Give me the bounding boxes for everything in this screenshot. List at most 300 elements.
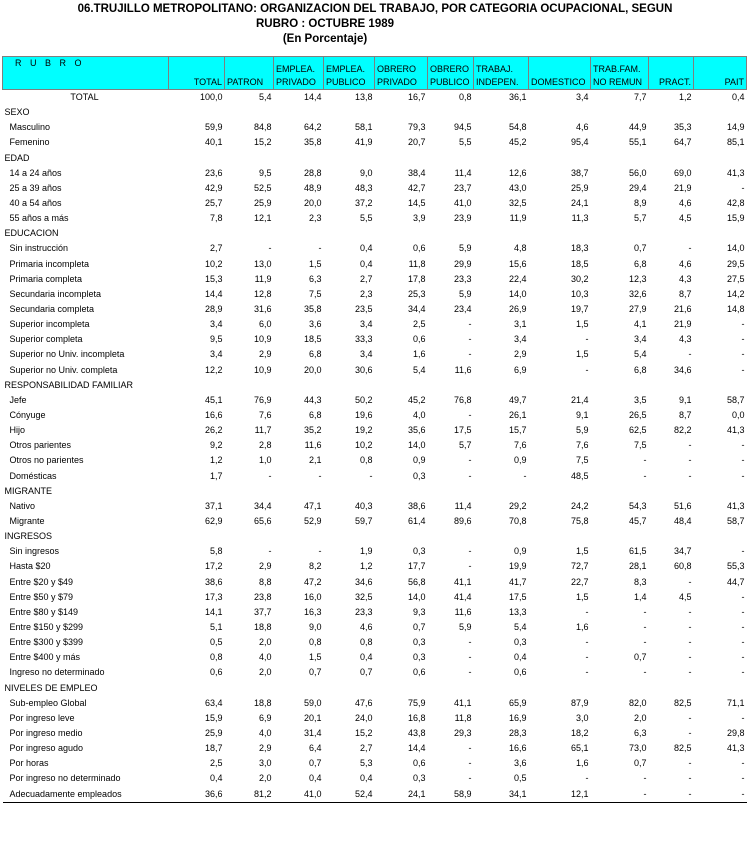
cell-value: 6,8 bbox=[308, 410, 322, 421]
cell-value: 55,1 bbox=[628, 137, 647, 148]
cell-value: 72,7 bbox=[570, 561, 589, 572]
cell-value: 14,4 bbox=[407, 743, 426, 754]
cell-value: 6,8 bbox=[308, 349, 322, 360]
cell-value: 10,2 bbox=[204, 258, 223, 269]
header-rubro: R U B R O bbox=[3, 57, 169, 90]
cell-value: 0,7 bbox=[412, 621, 426, 632]
cell-value: - bbox=[741, 758, 745, 769]
cell-value: 2,1 bbox=[308, 455, 322, 466]
cell-value: 55,3 bbox=[726, 561, 745, 572]
table-row bbox=[3, 211, 747, 226]
cell-value: 23,4 bbox=[453, 304, 472, 315]
section-label: INGRESOS bbox=[4, 531, 53, 542]
cell-value: 35,3 bbox=[673, 122, 692, 133]
table-row bbox=[3, 408, 747, 423]
header-emplea-privado bbox=[274, 57, 324, 90]
cell-value: 0,6 bbox=[513, 667, 527, 678]
cell-value: 38,7 bbox=[570, 167, 589, 178]
cell-value: - bbox=[741, 652, 745, 663]
cell-value: 14,0 bbox=[726, 243, 745, 254]
row-label: Entre $300 y $399 bbox=[9, 637, 84, 648]
cell-value: - bbox=[741, 591, 745, 602]
cell-value: 5,5 bbox=[359, 213, 373, 224]
cell-value: 23,9 bbox=[453, 213, 472, 224]
cell-value: 35,8 bbox=[303, 304, 322, 315]
table-row bbox=[3, 559, 747, 574]
cell-value: 0,8 bbox=[308, 637, 322, 648]
cell-value: 14,0 bbox=[407, 591, 426, 602]
table-row bbox=[3, 605, 747, 620]
cell-value: 34,4 bbox=[253, 500, 272, 511]
header-patron bbox=[225, 57, 274, 90]
cell-value: 23,5 bbox=[354, 304, 373, 315]
cell-value: 1,5 bbox=[575, 546, 589, 557]
section-row bbox=[3, 105, 747, 120]
cell-value: 64,2 bbox=[303, 122, 322, 133]
cell-value: 62,9 bbox=[204, 516, 223, 526]
cell-value: - bbox=[268, 243, 272, 254]
cell-value: 75,8 bbox=[570, 516, 589, 526]
cell-value: 15,9 bbox=[204, 712, 223, 723]
header-trabaj-indepen bbox=[474, 57, 529, 90]
cell-value: 2,3 bbox=[308, 213, 322, 224]
row-label: 55 años a más bbox=[9, 213, 69, 224]
cell-value: - bbox=[741, 712, 745, 723]
cell-value: 20,0 bbox=[303, 198, 322, 209]
cell-value: 5,9 bbox=[458, 243, 472, 254]
header-domestico bbox=[529, 57, 591, 90]
cell-value: 10,2 bbox=[354, 440, 373, 451]
cell-value: 2,0 bbox=[258, 637, 272, 648]
cell-value: 9,1 bbox=[575, 410, 589, 421]
table-row bbox=[3, 696, 747, 711]
cell-value: 4,6 bbox=[678, 198, 692, 209]
cell-value: 0,4 bbox=[513, 652, 527, 663]
table-row bbox=[3, 726, 747, 741]
cell-value: - bbox=[688, 637, 692, 648]
cell-value: - bbox=[649, 786, 694, 802]
row-label: Superior completa bbox=[9, 334, 83, 345]
cell-value: 75,9 bbox=[407, 697, 426, 708]
cell-value: 4,5 bbox=[678, 591, 692, 602]
cell-value: 37,2 bbox=[354, 198, 373, 209]
cell-value: 59,0 bbox=[303, 697, 322, 708]
cell-value: 16,8 bbox=[407, 712, 426, 723]
cell-value: 52,5 bbox=[253, 182, 272, 193]
cell-value: 2,7 bbox=[209, 243, 223, 254]
cell-value: 63,4 bbox=[204, 697, 223, 708]
total-row bbox=[3, 90, 747, 106]
cell-value: 54,3 bbox=[628, 500, 647, 511]
header-label: DOMESTICO bbox=[531, 77, 586, 87]
cell-value: 10,9 bbox=[253, 334, 272, 345]
table-row bbox=[3, 575, 747, 590]
cell-value: 17,7 bbox=[407, 561, 426, 572]
cell-value: - bbox=[585, 637, 589, 648]
row-label: Masculino bbox=[9, 122, 51, 133]
table-row bbox=[3, 317, 747, 332]
cell-value: - bbox=[468, 349, 472, 360]
cell-value: 28,8 bbox=[303, 167, 322, 178]
cell-value: - bbox=[585, 364, 589, 375]
cell-value: 18,8 bbox=[253, 697, 272, 708]
section-row bbox=[3, 151, 747, 166]
table-row bbox=[3, 181, 747, 196]
table-row bbox=[3, 453, 747, 468]
cell-value: - bbox=[468, 455, 472, 466]
header-label: PATRON bbox=[227, 77, 264, 87]
cell-value: 6,3 bbox=[633, 727, 647, 738]
cell-value: - bbox=[643, 773, 647, 784]
cell-value: 26,5 bbox=[628, 410, 647, 421]
cell-value: 6,3 bbox=[308, 273, 322, 284]
cell-value: 27,9 bbox=[628, 304, 647, 315]
cell-value: - bbox=[318, 470, 322, 481]
row-label: 40 a 54 años bbox=[9, 198, 62, 209]
header-label: PUBLICO bbox=[430, 77, 470, 87]
cell-value: 2,5 bbox=[412, 319, 426, 330]
row-label: Domésticas bbox=[9, 470, 57, 481]
cell-value: 15,7 bbox=[508, 425, 527, 436]
cell-value: 2,8 bbox=[258, 440, 272, 451]
cell-value: 48,9 bbox=[303, 182, 322, 193]
cell-value: 37,7 bbox=[253, 606, 272, 617]
row-label: Otros no parientes bbox=[9, 455, 84, 466]
cell-value: 14,5 bbox=[407, 198, 426, 209]
cell-value: 0,7 bbox=[308, 667, 322, 678]
cell-value: 17,2 bbox=[204, 561, 223, 572]
cell-value: 47,2 bbox=[303, 576, 322, 587]
cell-value: 45,2 bbox=[407, 394, 426, 405]
cell-value: 2,7 bbox=[359, 273, 373, 284]
cell-value: - bbox=[643, 470, 647, 481]
cell-value: - bbox=[468, 470, 472, 481]
cell-value: 20,7 bbox=[407, 137, 426, 148]
cell-value: - bbox=[688, 440, 692, 451]
cell-value: 5,3 bbox=[359, 758, 373, 769]
cell-value: 47,1 bbox=[303, 500, 322, 511]
header-label: PRACT. bbox=[658, 77, 691, 87]
header-label: TOTAL bbox=[193, 77, 222, 87]
cell-value: 1,2 bbox=[209, 455, 223, 466]
cell-value: 4,3 bbox=[678, 334, 692, 345]
cell-value: 1,9 bbox=[359, 546, 373, 557]
table-row bbox=[3, 711, 747, 726]
cell-value: 18,5 bbox=[570, 258, 589, 269]
cell-value: 2,9 bbox=[258, 561, 272, 572]
cell-value: 15,2 bbox=[253, 137, 272, 148]
table-row bbox=[3, 438, 747, 453]
cell-value: 6,0 bbox=[258, 319, 272, 330]
header-pract bbox=[649, 57, 694, 90]
row-label: Por ingreso medio bbox=[9, 727, 83, 738]
cell-value: 40,3 bbox=[354, 500, 373, 511]
cell-value: - bbox=[523, 470, 527, 481]
cell-value: 23,8 bbox=[253, 591, 272, 602]
cell-value: - bbox=[591, 786, 649, 802]
cell-value: 38,4 bbox=[407, 167, 426, 178]
table-row bbox=[3, 650, 747, 665]
cell-value: - bbox=[741, 455, 745, 466]
cell-value: 16,3 bbox=[303, 606, 322, 617]
cell-value: 25,9 bbox=[570, 182, 589, 193]
row-label: Superior no Univ. completa bbox=[9, 364, 118, 375]
cell-value: 27,5 bbox=[726, 273, 745, 284]
row-label: Hasta $20 bbox=[9, 561, 51, 572]
section-label: EDAD bbox=[4, 152, 30, 163]
cell-value: - bbox=[688, 621, 692, 632]
cell-value: 29,5 bbox=[726, 258, 745, 269]
cell-value: - bbox=[688, 667, 692, 678]
cell-value: 1,6 bbox=[575, 758, 589, 769]
cell-value: 2,3 bbox=[359, 288, 373, 299]
cell-value: 11,7 bbox=[254, 425, 272, 436]
cell-value: 12,2 bbox=[204, 364, 223, 375]
cell-value: 42,7 bbox=[407, 182, 426, 193]
cell-value: 1,5 bbox=[575, 591, 589, 602]
cell-value: 0,5 bbox=[209, 637, 223, 648]
cell-value: 6,9 bbox=[513, 364, 527, 375]
row-label: Superior no Univ. incompleta bbox=[9, 349, 125, 360]
header-label: INDEPEN. bbox=[476, 77, 519, 87]
header-label: PRIVADO bbox=[276, 77, 316, 87]
cell-value: 71,1 bbox=[726, 697, 745, 708]
cell-value: 38,6 bbox=[407, 500, 426, 511]
cell-value: 18,5 bbox=[303, 334, 322, 345]
row-label: Por ingreso leve bbox=[9, 712, 75, 723]
row-label: Por horas bbox=[9, 758, 49, 769]
row-label: Jefe bbox=[9, 394, 27, 405]
cell-value: 13,0 bbox=[253, 258, 272, 269]
header-pait bbox=[694, 57, 747, 90]
table-row bbox=[3, 514, 747, 529]
cell-value: 11,6 bbox=[454, 606, 472, 617]
cell-value: 2,7 bbox=[359, 743, 373, 754]
cell-value: 25,9 bbox=[204, 727, 223, 738]
cell-value: 70,8 bbox=[508, 516, 527, 526]
row-label: Primaria completa bbox=[9, 273, 83, 284]
cell-value: - bbox=[741, 349, 745, 360]
cell-value: 41,9 bbox=[354, 137, 373, 148]
cell-value: 45,7 bbox=[628, 516, 647, 526]
report-title: 06.TRUJILLO METROPOLITANO: ORGANIZACION DEL TRABAJO, POR CATEGORIA OCUPACIONAL, SEGUN bbox=[77, 3, 673, 15]
row-label: Hijo bbox=[9, 425, 26, 436]
cell-value: 21,9 bbox=[673, 319, 692, 330]
cell-value: 17,5 bbox=[453, 425, 472, 436]
cell-value: 82,5 bbox=[673, 743, 692, 754]
cell-value: 5,4 bbox=[412, 364, 426, 375]
cell-value: 0,6 bbox=[209, 667, 223, 678]
cell-value: 40,1 bbox=[204, 137, 223, 148]
cell-value: 16,6 bbox=[508, 743, 527, 754]
cell-value: 58,7 bbox=[726, 394, 745, 405]
cell-value: 22,4 bbox=[508, 273, 527, 284]
cell-value: 15,6 bbox=[508, 258, 527, 269]
table-header bbox=[3, 57, 747, 90]
cell-value: 14,1 bbox=[204, 606, 223, 617]
cell-value: 19,7 bbox=[570, 304, 589, 315]
cell-value: 20,0 bbox=[303, 364, 322, 375]
cell-value: 5,4 bbox=[513, 621, 527, 632]
cell-value: 1,5 bbox=[308, 258, 322, 269]
cell-value: 61,5 bbox=[628, 546, 647, 557]
cell-value: 16,0 bbox=[303, 591, 322, 602]
row-label: Sin instrucción bbox=[9, 243, 69, 254]
cell-value: 30,6 bbox=[354, 364, 373, 375]
cell-value: 0,8 bbox=[209, 652, 223, 663]
cell-value: 19,2 bbox=[354, 425, 373, 436]
cell-value: 7,7 bbox=[633, 92, 647, 103]
cell-value: 59,9 bbox=[204, 122, 223, 133]
cell-value: 14,8 bbox=[726, 304, 745, 315]
cell-value: - bbox=[688, 576, 692, 587]
cell-value: 23,6 bbox=[204, 167, 223, 178]
cell-value: - bbox=[468, 319, 472, 330]
cell-value: 14,0 bbox=[508, 288, 527, 299]
cell-value: 1,6 bbox=[412, 349, 426, 360]
cell-value: 36,1 bbox=[508, 92, 527, 103]
cell-value: - bbox=[688, 758, 692, 769]
cell-value: 60,8 bbox=[673, 561, 692, 572]
cell-value: - bbox=[741, 667, 745, 678]
cell-value: - bbox=[741, 546, 745, 557]
section-label: RESPONSABILIDAD FAMILIAR bbox=[4, 379, 134, 390]
cell-value: - bbox=[468, 743, 472, 754]
cell-value: 11,9 bbox=[509, 213, 527, 224]
cell-value: 48,4 bbox=[673, 516, 692, 526]
cell-value: 0,4 bbox=[308, 773, 322, 784]
cell-value: 7,8 bbox=[209, 213, 223, 224]
cell-value: 0,7 bbox=[633, 652, 647, 663]
cell-value: 38,6 bbox=[204, 576, 223, 587]
cell-value: 0,7 bbox=[359, 667, 373, 678]
header-label: PUBLICO bbox=[326, 77, 366, 87]
table-row bbox=[3, 590, 747, 605]
cell-value: 44,3 bbox=[303, 394, 322, 405]
table-row bbox=[3, 423, 747, 438]
cell-value: 16,7 bbox=[407, 92, 426, 103]
cell-value: 25,7 bbox=[204, 198, 223, 209]
cell-value: 34,7 bbox=[673, 546, 692, 557]
cell-value: 18,2 bbox=[570, 727, 589, 738]
cell-value: 82,5 bbox=[673, 697, 692, 708]
header-trab-fam bbox=[591, 57, 649, 90]
cell-value: 2,0 bbox=[258, 667, 272, 678]
cell-value: 11,6 bbox=[304, 440, 322, 451]
cell-value: 48,3 bbox=[354, 182, 373, 193]
cell-value: 14,9 bbox=[726, 122, 745, 133]
cell-value: 0,3 bbox=[412, 637, 426, 648]
row-label: Primaria incompleta bbox=[9, 258, 90, 269]
cell-value: 0,4 bbox=[731, 92, 745, 103]
cell-value: 3,6 bbox=[308, 319, 322, 330]
cell-value: 0,6 bbox=[412, 667, 426, 678]
header-label: NO REMUN bbox=[593, 77, 642, 87]
cell-value: 89,6 bbox=[453, 516, 472, 526]
cell-value: 11,6 bbox=[454, 364, 472, 375]
cell-value: 32,6 bbox=[628, 288, 647, 299]
cell-value: 0,4 bbox=[359, 243, 373, 254]
cell-value: - bbox=[741, 606, 745, 617]
cell-value: 24,0 bbox=[354, 712, 373, 723]
cell-value: 85,1 bbox=[726, 137, 745, 148]
table-row bbox=[3, 287, 747, 302]
cell-value: 31,4 bbox=[303, 727, 322, 738]
row-label: Por ingreso agudo bbox=[9, 743, 84, 754]
section-row bbox=[3, 226, 747, 241]
cell-value: 2,9 bbox=[258, 349, 272, 360]
cell-value: 12,3 bbox=[628, 273, 647, 284]
cell-value: 24,1 bbox=[375, 786, 428, 802]
cell-value: 14,4 bbox=[204, 288, 223, 299]
cell-value: - bbox=[688, 470, 692, 481]
header-total bbox=[169, 57, 225, 90]
cell-value: 0,9 bbox=[513, 455, 527, 466]
cell-value: 0,6 bbox=[412, 758, 426, 769]
cell-value: 1,6 bbox=[575, 621, 589, 632]
cell-value: 4,5 bbox=[678, 213, 692, 224]
cell-value: 47,6 bbox=[354, 697, 373, 708]
cell-value: 65,9 bbox=[508, 697, 527, 708]
cell-value: 35,6 bbox=[407, 425, 426, 436]
cell-value: - bbox=[688, 243, 692, 254]
table-row bbox=[3, 756, 747, 771]
cell-value: - bbox=[741, 773, 745, 784]
cell-value: 2,0 bbox=[633, 712, 647, 723]
cell-value: 41,3 bbox=[726, 167, 745, 178]
cell-value: 17,3 bbox=[204, 591, 223, 602]
cell-value: - bbox=[468, 334, 472, 345]
table-row bbox=[3, 302, 747, 317]
cell-value: 8,8 bbox=[258, 576, 272, 587]
cell-value: - bbox=[318, 243, 322, 254]
cell-value: 0,0 bbox=[731, 410, 745, 421]
cell-value: 29,8 bbox=[726, 727, 745, 738]
cell-value: - bbox=[268, 546, 272, 557]
cell-value: 41,0 bbox=[274, 786, 324, 802]
cell-value: 12,1 bbox=[529, 786, 591, 802]
cell-value: 4,3 bbox=[678, 273, 692, 284]
cell-value: - bbox=[688, 455, 692, 466]
cell-value: 54,8 bbox=[508, 122, 527, 133]
table-row bbox=[3, 196, 747, 211]
cell-value: 94,5 bbox=[453, 122, 472, 133]
cell-value: - bbox=[468, 667, 472, 678]
row-label: Femenino bbox=[9, 137, 50, 148]
cell-value: 29,2 bbox=[508, 500, 527, 511]
header-label: TRABAJ. bbox=[476, 64, 514, 74]
cell-value: 17,5 bbox=[508, 591, 527, 602]
cell-value: 0,4 bbox=[359, 652, 373, 663]
cell-value: 64,7 bbox=[673, 137, 692, 148]
cell-value: 10,3 bbox=[570, 288, 589, 299]
cell-value: 51,6 bbox=[673, 500, 692, 511]
cell-value: 36,6 bbox=[169, 786, 225, 802]
cell-value: - bbox=[741, 182, 745, 193]
cell-value: 45,1 bbox=[204, 394, 223, 405]
cell-value: 1,4 bbox=[633, 591, 647, 602]
section-label: MIGRANTE bbox=[4, 485, 53, 496]
cell-value: 13,8 bbox=[354, 92, 373, 103]
cell-value: 49,7 bbox=[508, 394, 527, 405]
cell-value: 0,9 bbox=[513, 546, 527, 557]
cell-value: 3,4 bbox=[513, 334, 527, 345]
cell-value: 23,7 bbox=[453, 182, 472, 193]
cell-value: 0,7 bbox=[633, 758, 647, 769]
cell-value: 5,7 bbox=[458, 440, 472, 451]
cell-value: 28,9 bbox=[204, 304, 223, 315]
cell-value: 24,1 bbox=[570, 198, 589, 209]
